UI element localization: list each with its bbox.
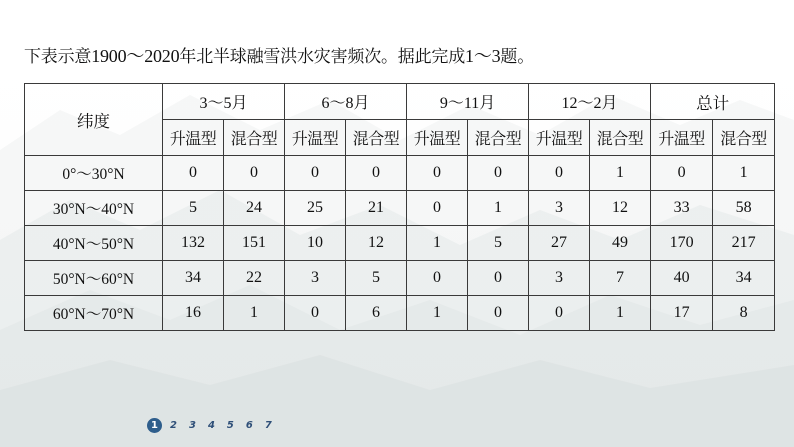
pagination — [147, 418, 284, 433]
value-cell: 40 — [651, 261, 713, 296]
table-row — [25, 156, 775, 191]
value-cell: 12 — [346, 226, 407, 261]
value-cell: 7 — [590, 261, 651, 296]
latitude-cell: 60°N～70°N — [25, 296, 163, 331]
season-header: 3～5月 — [163, 84, 285, 120]
header-row-seasons — [25, 84, 775, 120]
type-header-mixed: 混合型 — [224, 120, 285, 156]
value-cell: 0 — [285, 156, 346, 191]
value-cell: 1 — [590, 296, 651, 331]
value-cell: 10 — [285, 226, 346, 261]
value-cell: 5 — [163, 191, 224, 226]
value-cell: 25 — [285, 191, 346, 226]
question-prefix: 下表示意 — [24, 47, 92, 67]
value-cell: 3 — [285, 261, 346, 296]
page-button[interactable]: 2 — [170, 420, 177, 431]
value-cell: 6 — [346, 296, 407, 331]
value-cell: 49 — [590, 226, 651, 261]
value-cell: 0 — [346, 156, 407, 191]
type-header-warming: 升温型 — [651, 120, 713, 156]
flood-frequency-table — [24, 83, 775, 331]
value-cell: 0 — [163, 156, 224, 191]
type-header-warming: 升温型 — [407, 120, 468, 156]
value-cell: 34 — [163, 261, 224, 296]
value-cell: 8 — [713, 296, 775, 331]
value-cell: 1 — [407, 226, 468, 261]
value-cell: 33 — [651, 191, 713, 226]
type-header-warming: 升温型 — [163, 120, 224, 156]
value-cell: 1 — [224, 296, 285, 331]
value-cell: 0 — [468, 156, 529, 191]
value-cell: 170 — [651, 226, 713, 261]
value-cell: 0 — [285, 296, 346, 331]
page-button[interactable]: 4 — [207, 420, 215, 431]
table-row — [25, 261, 775, 296]
question-year-range: 1900～2020 — [91, 46, 180, 66]
value-cell: 0 — [468, 261, 529, 296]
page-button[interactable]: 7 — [264, 420, 272, 431]
value-cell: 17 — [651, 296, 713, 331]
value-cell: 1 — [713, 156, 775, 191]
value-cell: 0 — [529, 156, 590, 191]
type-header-warming: 升温型 — [529, 120, 590, 156]
page-button[interactable]: 3 — [188, 420, 196, 431]
latitude-cell: 30°N～40°N — [25, 191, 163, 226]
value-cell: 0 — [529, 296, 590, 331]
value-cell: 0 — [224, 156, 285, 191]
latitude-cell: 40°N～50°N — [25, 226, 163, 261]
latitude-cell: 50°N～60°N — [25, 261, 163, 296]
value-cell: 1 — [590, 156, 651, 191]
page-button[interactable]: 5 — [226, 420, 234, 431]
table-row — [25, 296, 775, 331]
value-cell: 1 — [407, 296, 468, 331]
value-cell: 27 — [529, 226, 590, 261]
value-cell: 22 — [224, 261, 285, 296]
question-suffix: 题。 — [500, 47, 535, 67]
type-header-mixed: 混合型 — [346, 120, 407, 156]
value-cell: 12 — [590, 191, 651, 226]
value-cell: 3 — [529, 191, 590, 226]
value-cell: 5 — [346, 261, 407, 296]
question-middle: 年北半球融雪洪水灾害频次。据此完成 — [179, 47, 466, 67]
type-header-mixed: 混合型 — [590, 120, 651, 156]
type-header-warming: 升温型 — [285, 120, 346, 156]
value-cell: 21 — [346, 191, 407, 226]
value-cell: 217 — [713, 226, 775, 261]
page-button[interactable]: 6 — [245, 420, 253, 431]
season-header: 12～2月 — [529, 84, 651, 120]
value-cell: 16 — [163, 296, 224, 331]
value-cell: 58 — [713, 191, 775, 226]
value-cell: 0 — [407, 156, 468, 191]
value-cell: 34 — [713, 261, 775, 296]
value-cell: 0 — [468, 296, 529, 331]
value-cell: 0 — [407, 261, 468, 296]
value-cell: 0 — [407, 191, 468, 226]
value-cell: 5 — [468, 226, 529, 261]
table-row — [25, 191, 775, 226]
type-header-mixed: 混合型 — [713, 120, 775, 156]
type-header-mixed: 混合型 — [468, 120, 529, 156]
table-row — [25, 226, 775, 261]
question-range: 1～3 — [465, 46, 501, 66]
page-button-current[interactable]: 1 — [147, 418, 162, 433]
value-cell: 151 — [224, 226, 285, 261]
season-header: 6～8月 — [285, 84, 407, 120]
question-text — [24, 42, 534, 68]
value-cell: 3 — [529, 261, 590, 296]
total-header: 总计 — [651, 84, 775, 120]
value-cell: 24 — [224, 191, 285, 226]
value-cell: 132 — [163, 226, 224, 261]
latitude-cell: 0°～30°N — [25, 156, 163, 191]
latitude-header: 纬度 — [25, 84, 163, 156]
value-cell: 0 — [651, 156, 713, 191]
season-header: 9～11月 — [407, 84, 529, 120]
value-cell: 1 — [468, 191, 529, 226]
